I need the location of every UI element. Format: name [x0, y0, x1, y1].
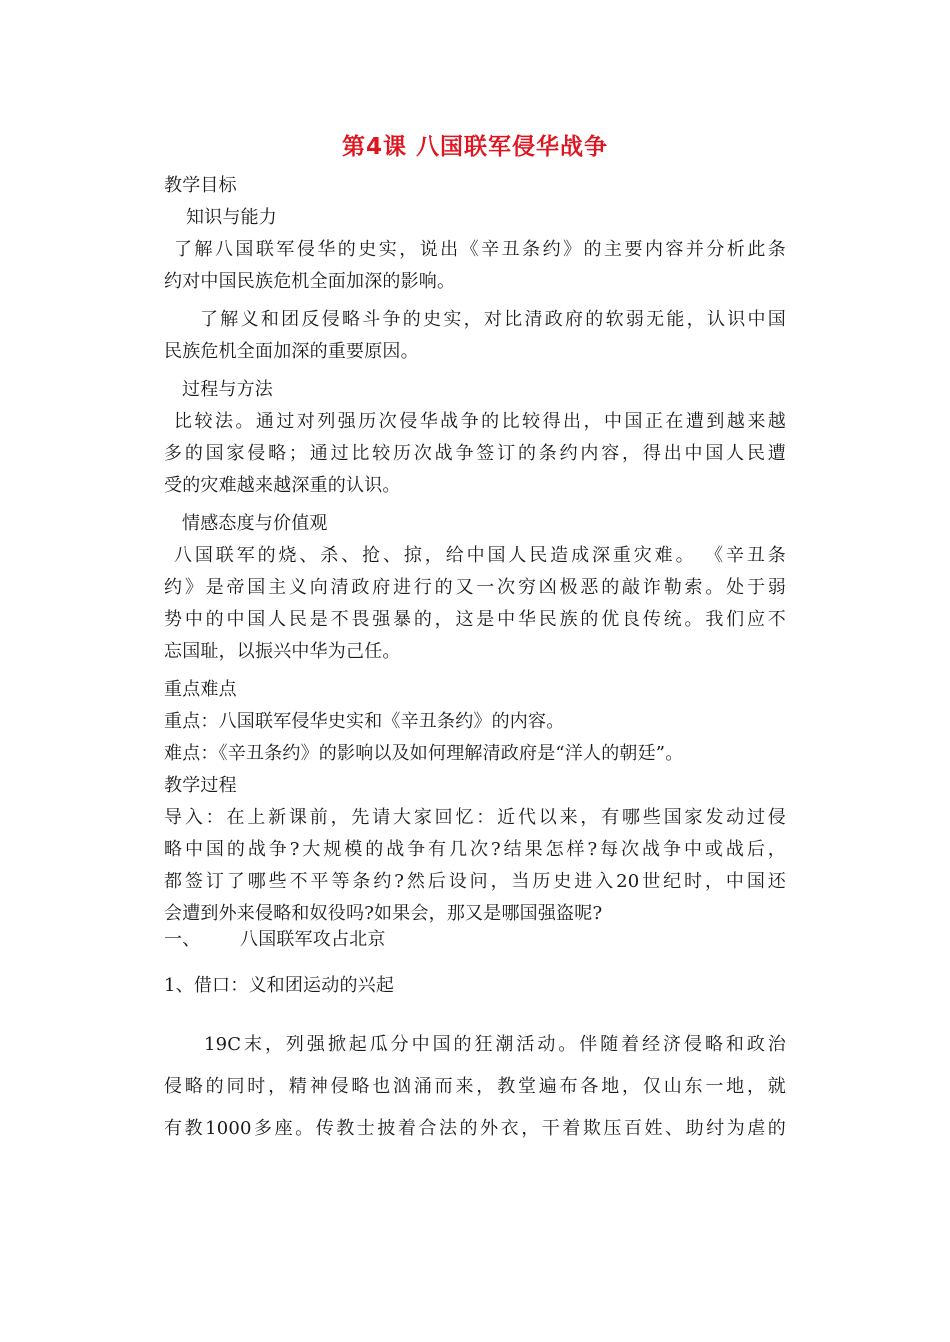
paragraph-line: 19C末，列强掀起瓜分中国的狂潮活动。伴随着经济侵略和政治: [204, 1034, 786, 1055]
paragraph-line: 了解义和团反侵略斗争的史实，对比清政府的软弱无能，认识中国: [200, 309, 786, 330]
paragraph-line: 八国联军的烧、杀、抢、掠，给中国人民造成深重灾难。 《辛丑条: [174, 545, 786, 566]
paragraph-line: 约》是帝国主义向清政府进行的又一次穷凶极恶的敲诈勒索。处于弱: [164, 577, 786, 598]
paragraph-line: 比较法。通过对列强历次侵华战争的比较得出，中国正在遭到越来越: [174, 411, 786, 432]
section-number: 一、: [164, 929, 201, 950]
paragraph-line: 略中国的战争?大规模的战争有几次?结果怎样?每次战争中或战后，: [164, 839, 786, 860]
paragraph-line: 了解八国联军侵华的史实，说出《辛丑条约》的主要内容并分析此条: [174, 239, 786, 260]
paragraph-line: 忘国耻，以振兴中华为己任。: [164, 641, 401, 662]
heading-key-points: 重点难点: [164, 679, 237, 700]
paragraph-line: 会遭到外来侵略和奴役吗?如果会，那又是哪国强盗呢?: [164, 903, 603, 924]
item-title: 借口：义和团运动的兴起: [193, 975, 395, 996]
paragraph-line: 民族危机全面加深的重要原因。: [164, 341, 419, 362]
subheading-process-method: 过程与方法: [182, 379, 273, 400]
subheading-knowledge-ability: 知识与能力: [186, 207, 277, 228]
document-body: [164, 170, 786, 1150]
paragraph-line: 侵略的同时，精神侵略也汹涌而来，教堂遍布各地，仅山东一地，就: [164, 1076, 786, 1097]
section-title: 八国联军攻占北京: [240, 929, 386, 950]
page-title: 第4课 八国联军侵华战争: [341, 134, 608, 160]
item-heading: [164, 970, 786, 1002]
paragraph-line: 受的灾难越来越深重的认识。: [164, 475, 401, 496]
paragraph-line: 势中的中国人民是不畏强暴的，这是中华民族的优良传统。我们应不: [164, 609, 786, 630]
key-point-line: 重点：八国联军侵华史实和《辛丑条约》的内容。: [164, 711, 565, 732]
subheading-emotion-values: 情感态度与价值观: [182, 513, 328, 534]
paragraph-line: 都签订了哪些不平等条约?然后设问，当历史进入20世纪时，中国还: [164, 871, 786, 892]
paragraph-line: 导入：在上新课前，先请大家回忆：近代以来，有哪些国家发动过侵: [164, 807, 786, 828]
item-number: 1、: [164, 975, 194, 996]
difficulty-line: 难点：《辛丑条约》的影响以及如何理解清政府是“洋人的朝廷”。: [164, 743, 684, 764]
paragraph-line: 约对中国民族危机全面加深的影响。: [164, 271, 456, 292]
paragraph-line: 有教1000多座。传教士披着合法的外衣，干着欺压百姓、助纣为虐的: [164, 1118, 786, 1139]
heading-teaching-process: 教学过程: [164, 775, 237, 796]
paragraph-line: 多的国家侵略；通过比较历次战争签订的条约内容，得出中国人民遭: [164, 443, 786, 464]
heading-teaching-goals: 教学目标: [164, 175, 237, 196]
